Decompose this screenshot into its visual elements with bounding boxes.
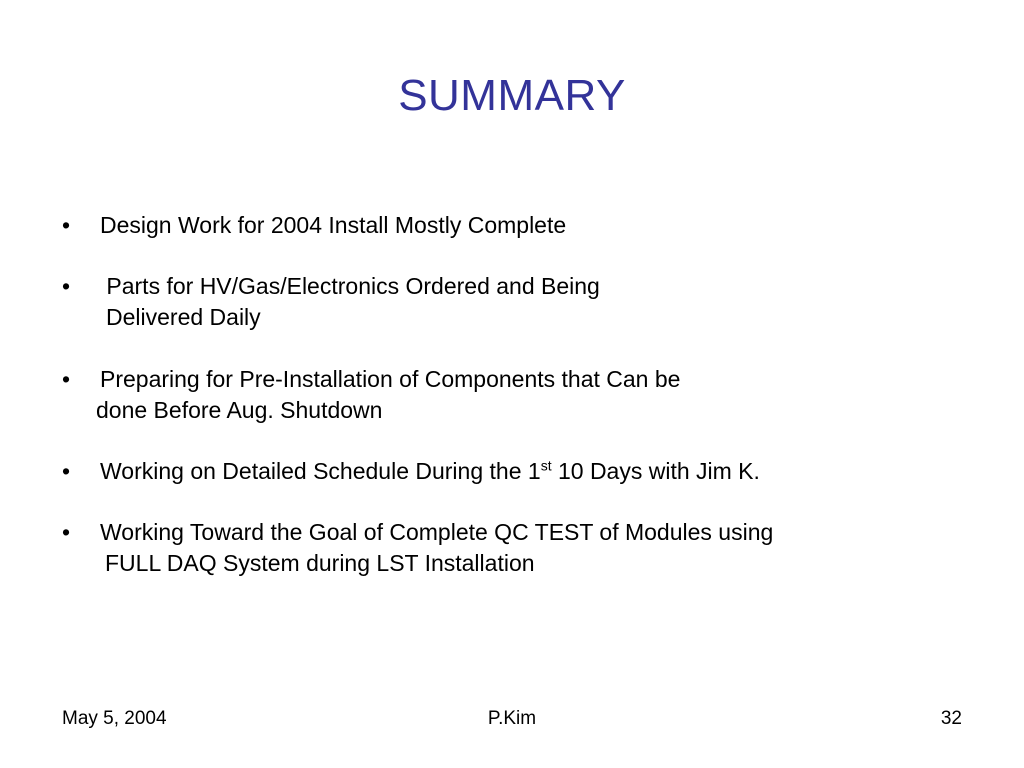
bullet-item-3 (62, 364, 680, 426)
bullet-item-4 (62, 456, 760, 487)
bullet-marker: • (62, 366, 71, 392)
bullet-marker: • (62, 458, 71, 484)
bullet-text: Preparing for Pre-Installation of Components that Can be (100, 366, 681, 392)
slide-title: SUMMARY (398, 71, 626, 120)
footer-author: P.Kim (487, 708, 537, 729)
bullet-text-continuation: Delivered Daily (106, 304, 261, 330)
bullet-marker: • (62, 273, 71, 299)
bullet-text: Working Toward the Goal of Complete QC TEST of Modules using (100, 519, 774, 545)
footer-page-number: 32 (940, 708, 962, 729)
bullet-text: Parts for HV/Gas/Electronics Ordered and Being (100, 273, 600, 299)
ordinal-superscript: st (540, 457, 552, 474)
bullet-item-5 (62, 517, 773, 579)
bullet-marker: • (62, 519, 71, 545)
bullet-text-tail: 10 Days with Jim K. (551, 458, 760, 484)
bullet-text-continuation: done Before Aug. Shutdown (96, 397, 383, 423)
bullet-text: Design Work for 2004 Install Mostly Complete (100, 212, 567, 238)
bullet-text-continuation: FULL DAQ System during LST Installation (105, 550, 535, 576)
footer-date: May 5, 2004 (62, 708, 167, 729)
bullet-text: Working on Detailed Schedule During the 1 (100, 458, 541, 484)
bullet-item-2 (62, 271, 600, 333)
bullet-item-1 (62, 210, 566, 241)
bullet-marker: • (62, 212, 71, 238)
